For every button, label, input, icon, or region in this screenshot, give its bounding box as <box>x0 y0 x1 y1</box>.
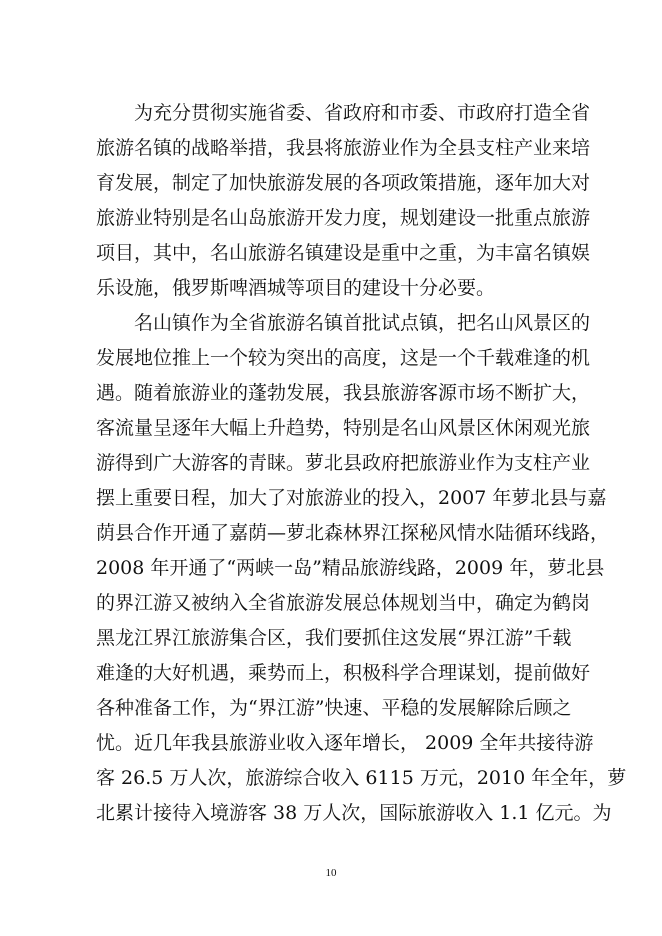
paragraph-2-line-11: 难逢的大好机遇，乘势而上，积极科学合理谋划，提前做好 <box>96 662 591 684</box>
paragraph-2-line-8: 2008 年开通了“两峡一岛”精品旅游线路，2009 年，萝北县 <box>96 557 605 579</box>
paragraph-1-line-6: 乐设施，俄罗斯啤酒城等项目的建设十分必要。 <box>96 277 496 299</box>
paragraph-2-line-6: 摆上重要日程，加大了对旅游业的投入，2007 年萝北县与嘉 <box>96 487 607 509</box>
paragraph-1-line-3: 育发展，制定了加快旅游发展的各项政策措施，逐年加大对 <box>96 172 591 194</box>
paragraph-1-line-1: 为充分贯彻实施省委、省政府和市委、市政府打造全省 <box>134 102 591 124</box>
paragraph-2-line-13: 忧。近几年我县旅游业收入逐年增长， 2009 全年共接待游 <box>96 732 594 754</box>
paragraph-2-line-2: 发展地位推上一个较为突出的高度，这是一个千载难逢的机 <box>96 347 591 369</box>
paragraph-2-line-4: 客流量呈逐年大幅上升趋势，特别是名山风景区休闲观光旅 <box>96 417 591 439</box>
paragraph-2-line-7: 荫县合作开通了嘉荫—萝北森林界江探秘风情水陆循环线路， <box>96 522 610 544</box>
paragraph-2-line-5: 游得到广大游客的青睐。萝北县政府把旅游业作为支柱产业 <box>96 452 591 474</box>
paragraph-2-line-14: 客 26.5 万人次，旅游综合收入 6115 万元，2010 年全年，萝 <box>96 767 627 789</box>
paragraph-2-line-3: 遇。随着旅游业的蓬勃发展，我县旅游客源市场不断扩大， <box>96 382 591 404</box>
paragraph-2-line-15: 北累计接待入境游客 38 万人次，国际旅游收入 1.1 亿元。为 <box>96 802 612 824</box>
paragraph-2-line-12: 各种准备工作，为“界江游”快速、平稳的发展解除后顾之 <box>96 697 572 719</box>
paragraph-2-line-1: 名山镇作为全省旅游名镇首批试点镇，把名山风景区的 <box>134 312 591 334</box>
paragraph-1-line-5: 项目，其中，名山旅游名镇建设是重中之重，为丰富名镇娱 <box>96 242 591 264</box>
paragraph-2-line-9: 的界江游又被纳入全省旅游发展总体规划当中，确定为鹤岗 <box>96 592 591 614</box>
paragraph-1-line-4: 旅游业特别是名山岛旅游开发力度，规划建设一批重点旅游 <box>96 207 591 229</box>
paragraph-2-line-10: 黑龙江界江旅游集合区，我们要抓住这发展“界江游”千载 <box>96 627 572 649</box>
paragraph-1-line-2: 旅游名镇的战略举措，我县将旅游业作为全县支柱产业来培 <box>96 137 591 159</box>
page-number: 10 <box>325 867 337 879</box>
